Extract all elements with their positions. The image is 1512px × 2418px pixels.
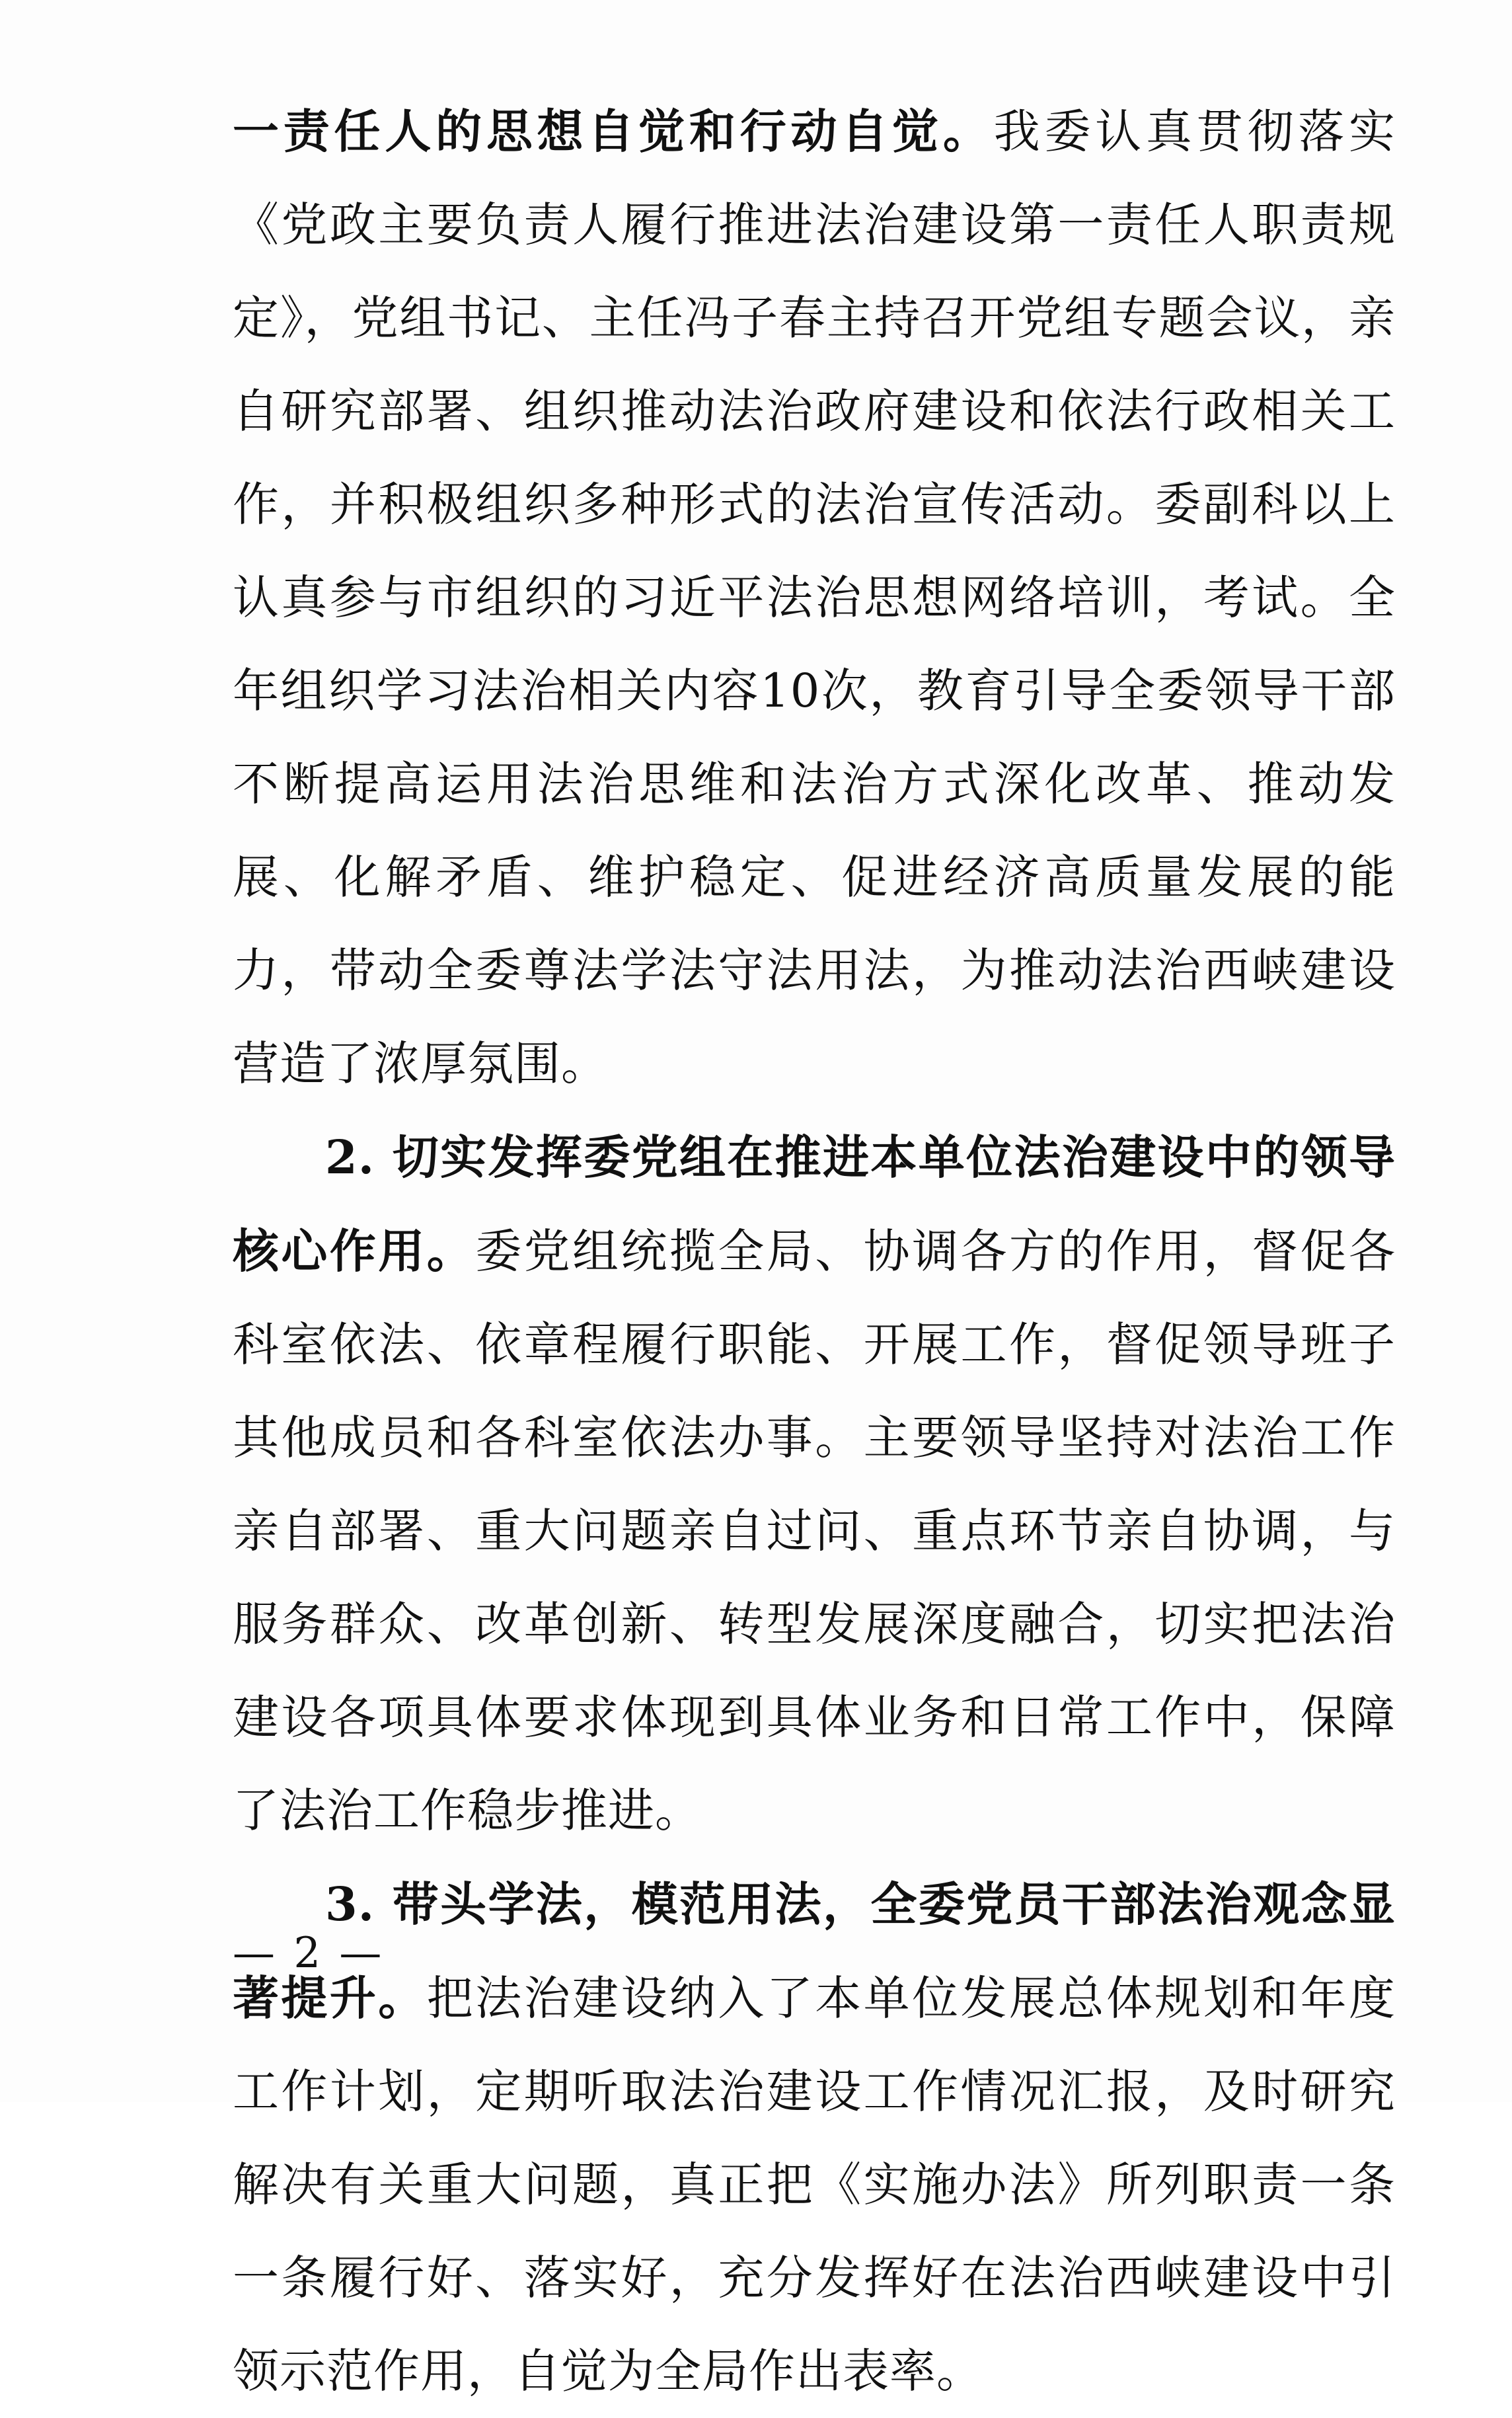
paragraph-3-text: 把法治建设纳入了本单位发展总体规划和年度工作计划，定期听取法治建设工作情况汇报，及时研究解决有关重大问题，真正把《实施办法》所列职责一条一条履行好、落实好，充分发挥好在法治西峡建设中引领示范作用，自觉为全局作出表率。 (233, 1971, 1396, 2398)
page-number: — 2 — (233, 1929, 385, 1978)
paragraph-2-text: 委党组统揽全局、协调各方的作用，督促各科室依法、依章程履行职能、开展工作，督促领导班子其他成员和各科室依法办事。主要领导坚持对法治工作亲自部署、重大问题亲自过问、重点环节亲自协调，与服务群众、改革创新、转型发展深度融合，切实把法治建设各项具体要求体现到具体业务和日常工作中，保障了法治工作稳步推进。 (233, 1224, 1396, 1838)
document-body (233, 85, 1396, 2418)
paragraph-1-text: 我委认真贯彻落实《党政主要负责人履行推进法治建设第一责任人职责规定》，党组书记、主任冯子春主持召开党组专题会议，亲自研究部署、组织推动法治政府建设和依法行政相关工作，并积极组织多种形式的法治宣传活动。委副科以上认真参与市组织的习近平法治思想网络培训，考试。全年组织学习法治相关内容10次，教育引导全委领导干部不断提高运用法治思维和法治方式深化改革、推动发展、化解矛盾、维护稳定、促进经济高质量发展的能力，带动全委尊法学法守法用法，为推动法治西峡建设营造了浓厚氛围。 (233, 104, 1396, 1091)
paragraph-2-heading: 2. 切实发挥委党组在推进本单位法治建设中的领导核心作用。 (233, 1130, 1396, 1278)
paragraph-3 (233, 1857, 1396, 2418)
paragraph-2 (233, 1111, 1396, 1857)
paragraph-1 (233, 85, 1396, 1111)
paragraph-1-heading: 一责任人的思想自觉和行动自觉。 (233, 104, 994, 159)
paragraph-3-heading: 3. 带头学法，模范用法，全委党员干部法治观念显著提升。 (233, 1877, 1396, 2025)
